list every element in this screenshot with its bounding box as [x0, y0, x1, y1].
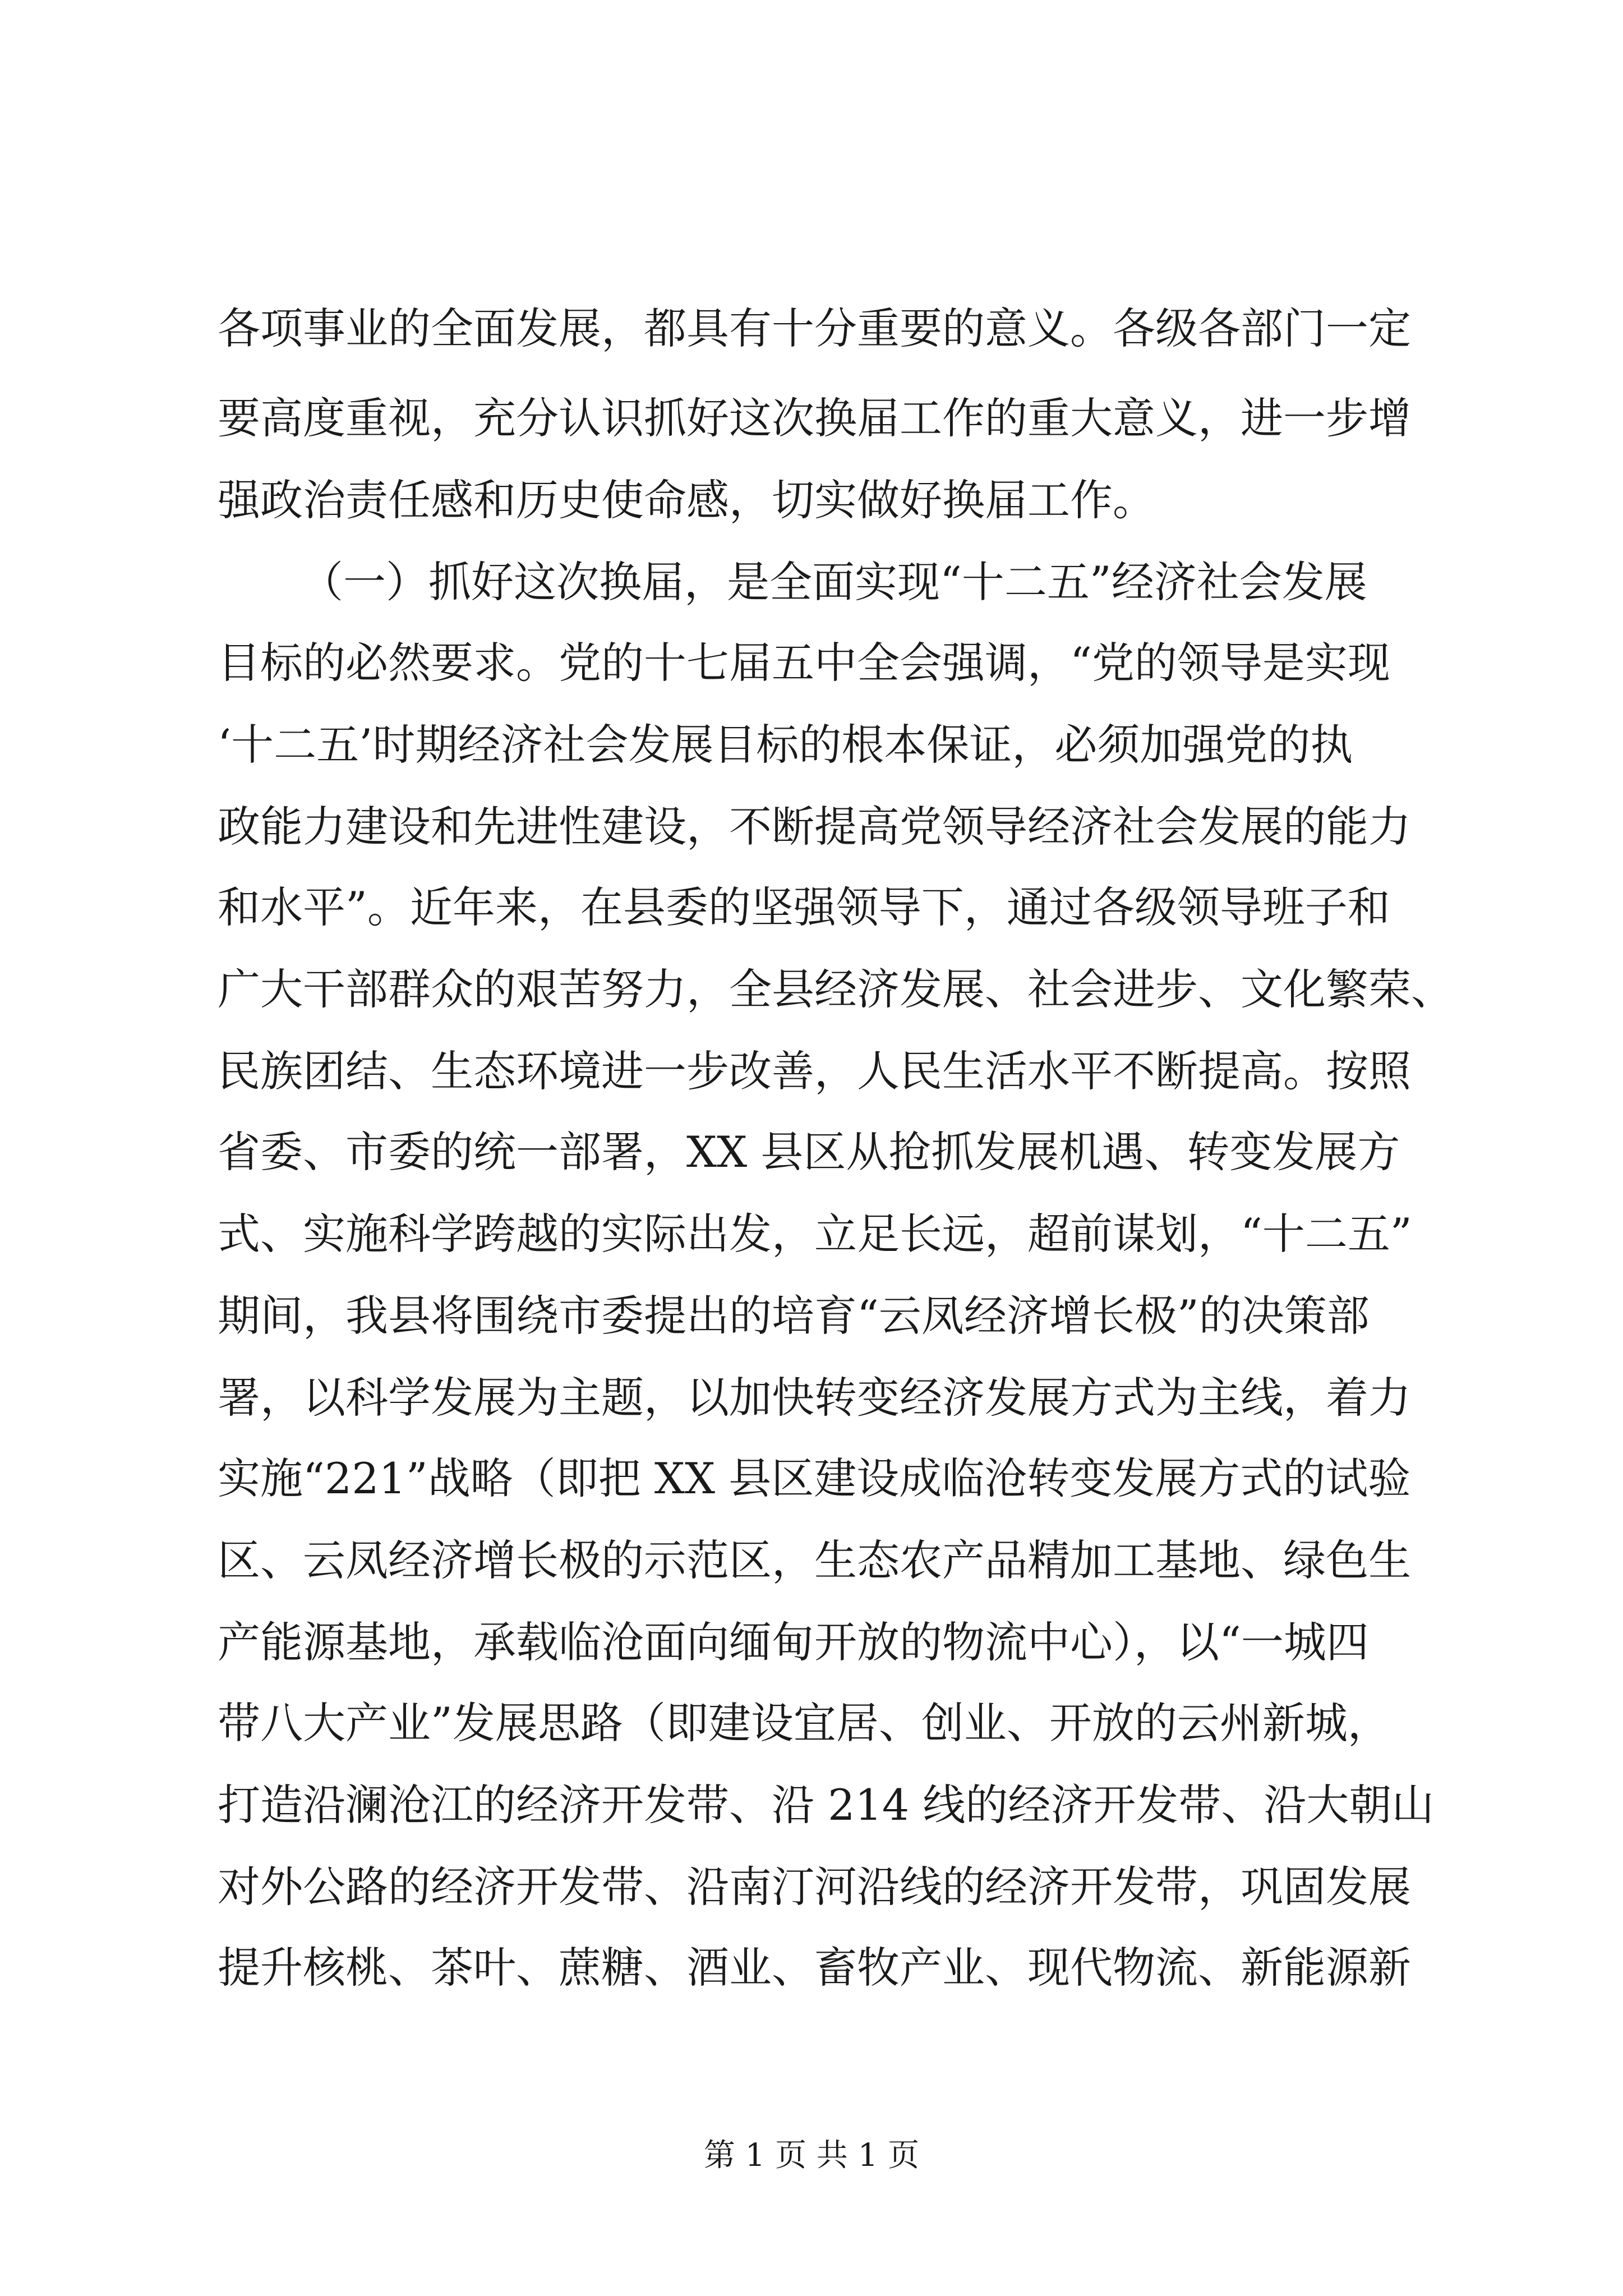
- body-text-line: 强政治责任感和历史使命感，切实做好换届工作。: [218, 475, 1155, 525]
- body-text-line: 区、云凤经济增长极的示范区，生态农产品精加工基地、绿色生: [218, 1535, 1411, 1585]
- body-text-line: 带八大产业”发展思路（即建设宜居、创业、开放的云州新城，: [218, 1698, 1390, 1748]
- page-number-footer: 第 1 页 共 1 页: [703, 2137, 920, 2174]
- body-text-line: 期间，我县将围绕市委提出的培育“云凤经济增长极”的决策部: [218, 1291, 1370, 1341]
- body-text-line: 式、实施科学跨越的实际出发，立足长远，超前谋划，“十二五”: [218, 1209, 1412, 1259]
- paragraph-heading-line: （一）抓好这次换届，是全面实现“十二五”经济社会发展: [301, 557, 1367, 607]
- body-text-line: 目标的必然要求。党的十七届五中全会强调，“党的领导是实现: [218, 638, 1390, 688]
- body-text-line: ‘十二五’时期经济社会发展目标的根本保证，必须加强党的执: [218, 720, 1353, 770]
- body-text-line: 广大干部群众的艰苦努力，全县经济发展、社会进步、文化繁荣、: [218, 964, 1454, 1014]
- body-text-line: 对外公路的经济开发带、沿南汀河沿线的经济开发带，巩固发展: [218, 1862, 1411, 1912]
- body-text-line: 打造沿澜沧江的经济开发带、沿 214 线的经济开发带、沿大朝山: [218, 1780, 1435, 1830]
- body-text-line: 提升核桃、茶叶、蔗糖、酒业、畜牧产业、现代物流、新能源新: [218, 1943, 1411, 1993]
- body-text-line: 实施“221”战略（即把 XX 县区建设成临沧转变发展方式的试验: [218, 1453, 1411, 1503]
- body-text-line: 署，以科学发展为主题，以加快转变经济发展方式为主线，着力: [218, 1373, 1411, 1423]
- body-text-line: 民族团结、生态环境进一步改善，人民生活水平不断提高。按照: [218, 1046, 1411, 1096]
- body-text-line: 要高度重视，充分认识抓好这次换届工作的重大意义，进一步增: [218, 393, 1411, 443]
- body-text-line: 和水平”。近年来，在县委的坚强领导下，通过各级领导班子和: [218, 882, 1390, 932]
- body-text-line: 产能源基地，承载临沧面向缅甸开放的物流中心），以“一城四: [218, 1617, 1369, 1667]
- body-text-line: 省委、市委的统一部署，XX 县区从抢抓发展机遇、转变发展方: [218, 1127, 1400, 1177]
- body-text-line: 各项事业的全面发展，都具有十分重要的意义。各级各部门一定: [218, 303, 1411, 353]
- body-text-line: 政能力建设和先进性建设，不断提高党领导经济社会发展的能力: [218, 802, 1411, 852]
